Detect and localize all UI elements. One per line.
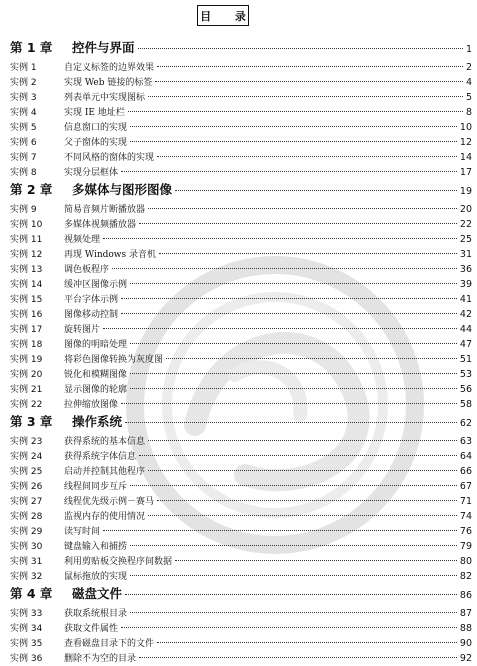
entry-label: 实例 28: [10, 512, 43, 522]
toc-chapter-row[interactable]: [10, 584, 472, 606]
leader-dots: [139, 223, 457, 224]
chapter-page-number: 86: [459, 590, 472, 601]
entry-label: 实例 2: [10, 78, 37, 88]
leader-dots: [175, 560, 457, 561]
toc-entry-row[interactable]: [10, 494, 472, 509]
leader-dots: [103, 238, 457, 239]
toc-entry-row[interactable]: [10, 60, 472, 75]
entry-title: 删除不为空的目录: [64, 654, 137, 664]
toc-entry-row[interactable]: [10, 150, 472, 165]
entry-title: 实现 Web 链接的标签: [64, 78, 153, 88]
entry-label: 实例 14: [10, 280, 43, 290]
entry-page-number: 44: [459, 324, 472, 335]
entry-label: 实例 33: [10, 609, 43, 619]
entry-label: 实例 20: [10, 370, 43, 380]
leader-dots: [130, 612, 457, 613]
leader-dots: [148, 208, 457, 209]
chapter-label: 第 3 章: [10, 414, 53, 429]
entry-title: 平台字体示例: [64, 295, 119, 305]
toc-entry-row[interactable]: [10, 120, 472, 135]
entry-page-number: 56: [459, 384, 472, 395]
leader-dots: [130, 126, 457, 127]
entry-page-number: 92: [459, 653, 472, 664]
entry-page-number: 2: [465, 62, 472, 73]
toc-chapter-row[interactable]: [10, 38, 472, 60]
page-title: 目 录: [197, 5, 249, 26]
entry-title: 键盘输入和捕捞: [64, 542, 128, 552]
entry-label: 实例 16: [10, 310, 43, 320]
entry-label: 实例 26: [10, 482, 43, 492]
entry-label: 实例 21: [10, 385, 43, 395]
entry-title: 鼠标拖放的实现: [64, 572, 128, 582]
entry-page-number: 39: [459, 279, 472, 290]
leader-dots: [103, 530, 457, 531]
toc-entry-row[interactable]: [10, 554, 472, 569]
entry-page-number: 64: [459, 451, 472, 462]
entry-title: 获取系统根目录: [64, 609, 128, 619]
chapter-page-number: 62: [459, 418, 472, 429]
toc-entry-row[interactable]: [10, 292, 472, 307]
entry-label: 实例 11: [10, 235, 43, 245]
toc-entry-row[interactable]: [10, 606, 472, 621]
leader-dots: [125, 422, 457, 423]
entry-label: 实例 22: [10, 400, 43, 410]
leader-dots: [125, 594, 457, 595]
toc-entry-row[interactable]: [10, 202, 472, 217]
entry-title: 查看磁盘目录下的文件: [64, 639, 155, 649]
entry-label: 实例 18: [10, 340, 43, 350]
leader-dots: [121, 313, 457, 314]
leader-dots: [148, 96, 463, 97]
toc-entry-row[interactable]: [10, 105, 472, 120]
entry-page-number: 53: [459, 369, 472, 380]
entry-title: 拉伸缩放图像: [64, 400, 119, 410]
entry-page-number: 36: [459, 264, 472, 275]
entry-page-number: 82: [459, 571, 472, 582]
toc-entry-row[interactable]: [10, 382, 472, 397]
entry-label: 实例 31: [10, 557, 43, 567]
entry-label: 实例 32: [10, 572, 43, 582]
entry-label: 实例 4: [10, 108, 37, 118]
entry-label: 实例 23: [10, 437, 43, 447]
entry-title: 获得系统字体信息: [64, 452, 137, 462]
toc-entry-row[interactable]: [10, 262, 472, 277]
leader-dots: [130, 343, 457, 344]
toc-entry-row[interactable]: [10, 651, 472, 666]
chapter-title: 操作系统: [72, 414, 123, 429]
toc-entry-row[interactable]: [10, 247, 472, 262]
leader-dots: [157, 642, 457, 643]
entry-page-number: 47: [459, 339, 472, 350]
entry-page-number: 66: [459, 466, 472, 477]
toc-chapter-row[interactable]: [10, 180, 472, 202]
toc-entry-row[interactable]: [10, 636, 472, 651]
leader-dots: [139, 455, 457, 456]
entry-title: 旋转图片: [64, 325, 101, 335]
entry-label: 实例 7: [10, 153, 37, 163]
entry-title: 视频处理: [64, 235, 101, 245]
entry-title: 实现 IE 地址栏: [64, 108, 125, 118]
entry-label: 实例 1: [10, 63, 37, 73]
entry-title: 父子窗体的实现: [64, 138, 128, 148]
leader-dots: [121, 627, 457, 628]
entry-title: 监视内存的使用情况: [64, 512, 146, 522]
leader-dots: [157, 156, 457, 157]
entry-title: 实现分层框体: [64, 168, 119, 178]
entry-page-number: 63: [459, 436, 472, 447]
entry-page-number: 90: [459, 638, 472, 649]
entry-title: 简易音频片断播放器: [64, 205, 146, 215]
leader-dots: [130, 485, 457, 486]
toc-entry-row[interactable]: [10, 509, 472, 524]
entry-title: 线程间同步互斥: [64, 482, 128, 492]
entry-title: 将彩色图像转换为灰度图: [64, 355, 164, 365]
leader-dots: [121, 171, 457, 172]
entry-title: 调色板程序: [64, 265, 110, 275]
toc-entry-row[interactable]: [10, 449, 472, 464]
entry-page-number: 87: [459, 608, 472, 619]
toc-entry-row[interactable]: [10, 479, 472, 494]
entry-page-number: 20: [459, 204, 472, 215]
leader-dots: [112, 268, 457, 269]
leader-dots: [148, 515, 457, 516]
entry-page-number: 76: [459, 526, 472, 537]
entry-title: 读写时间: [64, 527, 101, 537]
entry-label: 实例 6: [10, 138, 37, 148]
table-of-contents: [10, 38, 472, 666]
chapter-page-number: 1: [465, 44, 472, 55]
entry-label: 实例 10: [10, 220, 43, 230]
leader-dots: [148, 470, 457, 471]
entry-label: 实例 5: [10, 123, 37, 133]
entry-label: 实例 15: [10, 295, 43, 305]
toc-entry-row[interactable]: [10, 569, 472, 584]
entry-page-number: 41: [459, 294, 472, 305]
entry-page-number: 88: [459, 623, 472, 634]
entry-label: 实例 34: [10, 624, 43, 634]
leader-dots: [130, 283, 457, 284]
entry-label: 实例 35: [10, 639, 43, 649]
entry-page-number: 51: [459, 354, 472, 365]
entry-title: 获取文件属性: [64, 624, 119, 634]
entry-page-number: 4: [465, 77, 472, 88]
leader-dots: [130, 373, 457, 374]
entry-page-number: 42: [459, 309, 472, 320]
chapter-page-number: 19: [459, 186, 472, 197]
entry-label: 实例 36: [10, 654, 43, 664]
toc-entry-row[interactable]: [10, 337, 472, 352]
entry-title: 图像移动控制: [64, 310, 119, 320]
entry-label: 实例 19: [10, 355, 43, 365]
leader-dots: [130, 141, 457, 142]
entry-page-number: 67: [459, 481, 472, 492]
toc-entry-row[interactable]: [10, 232, 472, 247]
entry-title: 启动并控制其他程序: [64, 467, 146, 477]
entry-page-number: 79: [459, 541, 472, 552]
entry-page-number: 12: [459, 137, 472, 148]
entry-page-number: 74: [459, 511, 472, 522]
toc-chapter-row[interactable]: [10, 412, 472, 434]
entry-page-number: 80: [459, 556, 472, 567]
entry-page-number: 25: [459, 234, 472, 245]
entry-label: 实例 12: [10, 250, 43, 260]
toc-entry-row[interactable]: [10, 307, 472, 322]
entry-label: 实例 29: [10, 527, 43, 537]
chapter-label: 第 4 章: [10, 586, 53, 601]
entry-page-number: 5: [465, 92, 472, 103]
toc-entry-row[interactable]: [10, 434, 472, 449]
toc-entry-row[interactable]: [10, 539, 472, 554]
entry-title: 线程优先级示例－赛马: [64, 497, 155, 507]
entry-label: 实例 13: [10, 265, 43, 275]
entry-title: 缓冲区图像示例: [64, 280, 128, 290]
leader-dots: [121, 298, 457, 299]
entry-label: 实例 24: [10, 452, 43, 462]
entry-page-number: 22: [459, 219, 472, 230]
toc-entry-row[interactable]: [10, 135, 472, 150]
chapter-label: 第 1 章: [10, 40, 53, 55]
entry-page-number: 17: [459, 167, 472, 178]
leader-dots: [175, 190, 457, 191]
entry-label: 实例 9: [10, 205, 37, 215]
entry-label: 实例 8: [10, 168, 37, 178]
entry-label: 实例 30: [10, 542, 43, 552]
chapter-label: 第 2 章: [10, 182, 53, 197]
leader-dots: [148, 440, 457, 441]
entry-title: 显示图像的轮廓: [64, 385, 128, 395]
toc-entry-row[interactable]: [10, 464, 472, 479]
leader-dots: [166, 358, 457, 359]
entry-title: 获得系统的基本信息: [64, 437, 146, 447]
entry-label: 实例 25: [10, 467, 43, 477]
entry-page-number: 8: [465, 107, 472, 118]
toc-entry-row[interactable]: [10, 621, 472, 636]
leader-dots: [157, 66, 463, 67]
entry-title: 再现 Windows 录音机: [64, 250, 156, 260]
entry-page-number: 71: [459, 496, 472, 507]
chapter-title: 控件与界面: [72, 40, 135, 55]
entry-label: 实例 27: [10, 497, 43, 507]
entry-label: 实例 17: [10, 325, 43, 335]
entry-page-number: 10: [459, 122, 472, 133]
entry-title: 信息窗口的实现: [64, 123, 128, 133]
entry-page-number: 31: [459, 249, 472, 260]
chapter-title: 多媒体与图形图像: [72, 182, 173, 197]
leader-dots: [157, 500, 457, 501]
leader-dots: [155, 81, 463, 82]
toc-entry-row[interactable]: [10, 352, 472, 367]
leader-dots: [128, 111, 463, 112]
leader-dots: [130, 575, 457, 576]
toc-entry-row[interactable]: [10, 217, 472, 232]
leader-dots: [138, 48, 463, 49]
entry-title: 不同风格的窗体的实现: [64, 153, 155, 163]
toc-entry-row[interactable]: [10, 524, 472, 539]
leader-dots: [121, 403, 457, 404]
toc-entry-row[interactable]: [10, 277, 472, 292]
leader-dots: [103, 328, 457, 329]
entry-title: 利用剪贴板交换程序间数据: [64, 557, 173, 567]
toc-entry-row[interactable]: [10, 322, 472, 337]
chapter-title: 磁盘文件: [72, 586, 123, 601]
entry-title: 列表单元中实现图标: [64, 93, 146, 103]
toc-entry-row[interactable]: [10, 75, 472, 90]
toc-entry-row[interactable]: [10, 165, 472, 180]
entry-title: 图像的明暗处理: [64, 340, 128, 350]
entry-page-number: 14: [459, 152, 472, 163]
leader-dots: [130, 545, 457, 546]
toc-entry-row[interactable]: [10, 90, 472, 105]
leader-dots: [159, 253, 457, 254]
toc-entry-row[interactable]: [10, 367, 472, 382]
entry-label: 实例 3: [10, 93, 37, 103]
entry-title: 自定义标签的边界效果: [64, 63, 155, 73]
toc-entry-row[interactable]: [10, 397, 472, 412]
entry-title: 多媒体视频播放器: [64, 220, 137, 230]
entry-page-number: 58: [459, 399, 472, 410]
entry-title: 锐化和模糊图像: [64, 370, 128, 380]
leader-dots: [130, 388, 457, 389]
